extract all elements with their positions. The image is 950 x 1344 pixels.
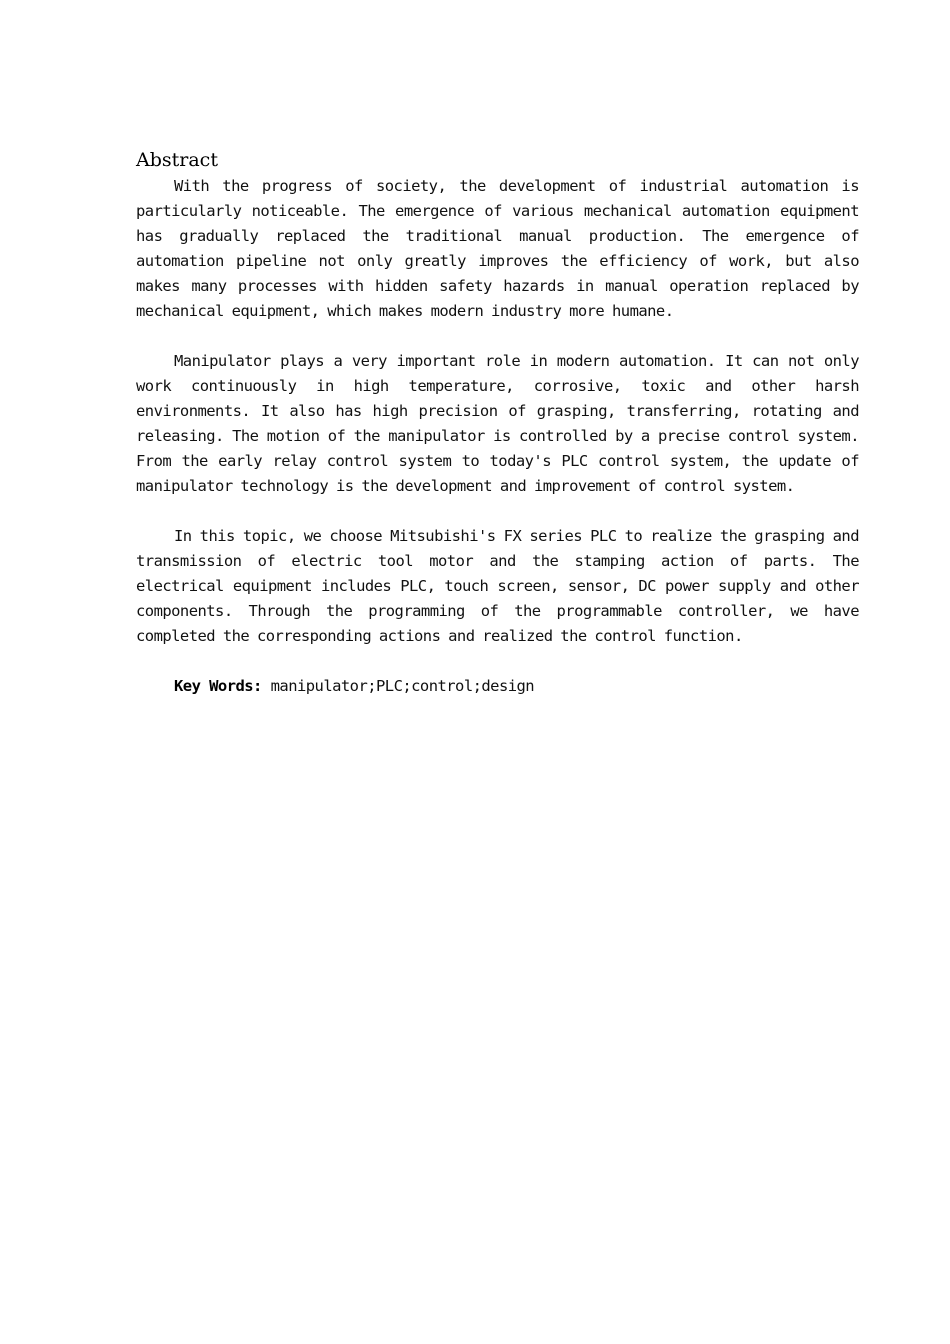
abstract-paragraph-3: In this topic, we choose Mitsubishi's FX series PLC to realize the grasping and transmission of electric tool motor and the stamping action of parts. The electrical equipment includes PLC, touch screen, sensor, DC power supply and other components. Through the programming of the programmable controller, we have completed the corresponding actions and realized the control function. (136, 527, 859, 645)
abstract-heading: Abstract (136, 149, 218, 171)
keywords-line (136, 674, 859, 699)
abstract-paragraph-1: With the progress of society, the development of industrial automation is particularly noticeable. The emergence of various mechanical automation equipment has gradually replaced the traditional manual production. The emergence of automation pipeline not only greatly improves the efficiency of work, but also makes many processes with hidden safety hazards in manual operation replaced by mechanical equipment, which makes modern industry more humane. (136, 177, 859, 320)
keywords-list: manipulator;PLC;control;design (270, 677, 535, 695)
abstract-paragraph-2: Manipulator plays a very important role in modern automation. It can not only work continuously in high temperature, corrosive, toxic and other harsh environments. It also has high precision of grasping, transferring, rotating and releasing. The motion of the manipulator is controlled by a precise control system. From the early relay control system to today's PLC control system, the update of manipulator technology is the development and improvement of control system. (136, 352, 859, 495)
abstract-page (136, 146, 859, 699)
keywords-label: Key Words: (174, 677, 262, 695)
